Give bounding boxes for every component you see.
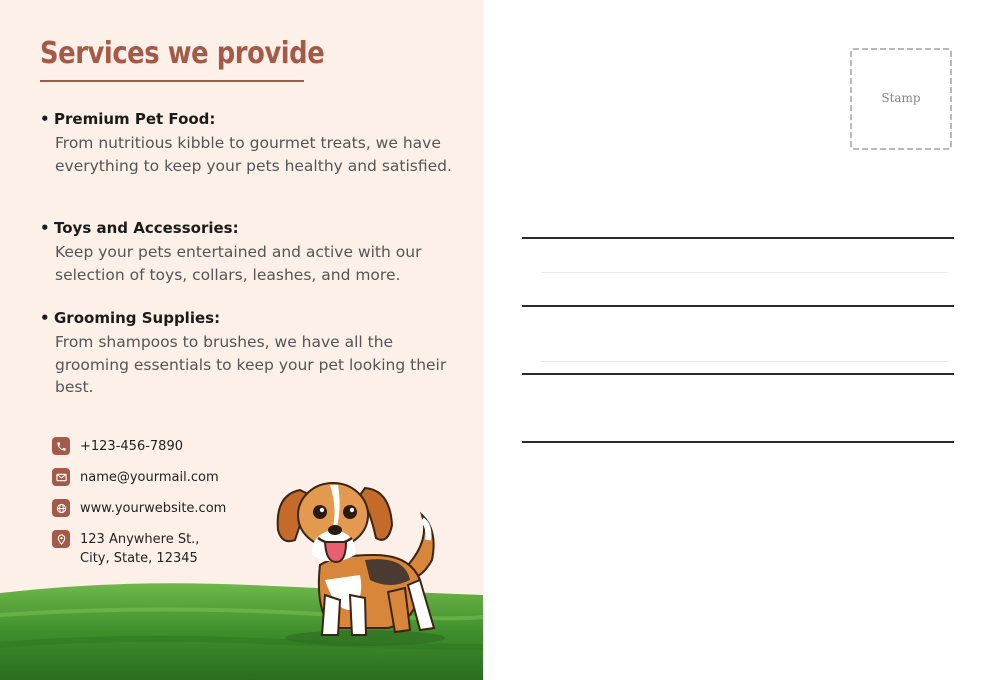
address-line <box>522 305 954 307</box>
service-heading: • Premium Pet Food: <box>40 110 216 128</box>
address <box>80 530 199 568</box>
service-description: Keep your pets entertained and active with our selection of toys, collars, leashes, and more. <box>55 243 422 284</box>
stamp-label: Stamp <box>881 91 921 105</box>
page-title: Services we provide <box>40 36 325 71</box>
globe-icon <box>52 499 70 517</box>
phone-icon <box>52 437 70 455</box>
title-underline <box>40 80 304 82</box>
beagle-dog-illustration <box>270 470 450 655</box>
contact-website <box>52 499 226 518</box>
service-description: From shampoos to brushes, we have all the grooming essentials to keep your pet looking their best. <box>55 333 447 396</box>
address-guide-line <box>541 272 949 273</box>
service-item <box>40 309 460 399</box>
address-line <box>522 373 954 375</box>
service-name: Premium Pet Food: <box>54 110 216 128</box>
service-heading: • Grooming Supplies: <box>40 309 221 327</box>
contact-email <box>52 468 219 487</box>
email-address: name@yourmail.com <box>80 470 219 485</box>
contact-phone <box>52 437 183 456</box>
service-name: Toys and Accessories: <box>54 219 239 237</box>
address-line <box>522 441 954 443</box>
address-line <box>522 237 954 239</box>
service-heading: • Toys and Accessories: <box>40 219 239 237</box>
website-url: www.yourwebsite.com <box>80 501 227 516</box>
phone-number: +123-456-7890 <box>80 439 183 454</box>
service-item <box>40 219 460 286</box>
contact-address <box>52 530 199 568</box>
service-description: From nutritious kibble to gourmet treats, we have everything to keep your pets healthy and satisfied. <box>55 134 452 175</box>
address-guide-line <box>541 361 949 362</box>
service-item <box>40 110 460 177</box>
address-line2: City, State, 12345 <box>80 551 198 566</box>
services-panel <box>0 0 483 680</box>
address-line1: 123 Anywhere St., <box>80 532 200 547</box>
service-name: Grooming Supplies: <box>54 309 221 327</box>
mail-icon <box>52 468 70 486</box>
location-pin-icon <box>52 530 70 548</box>
